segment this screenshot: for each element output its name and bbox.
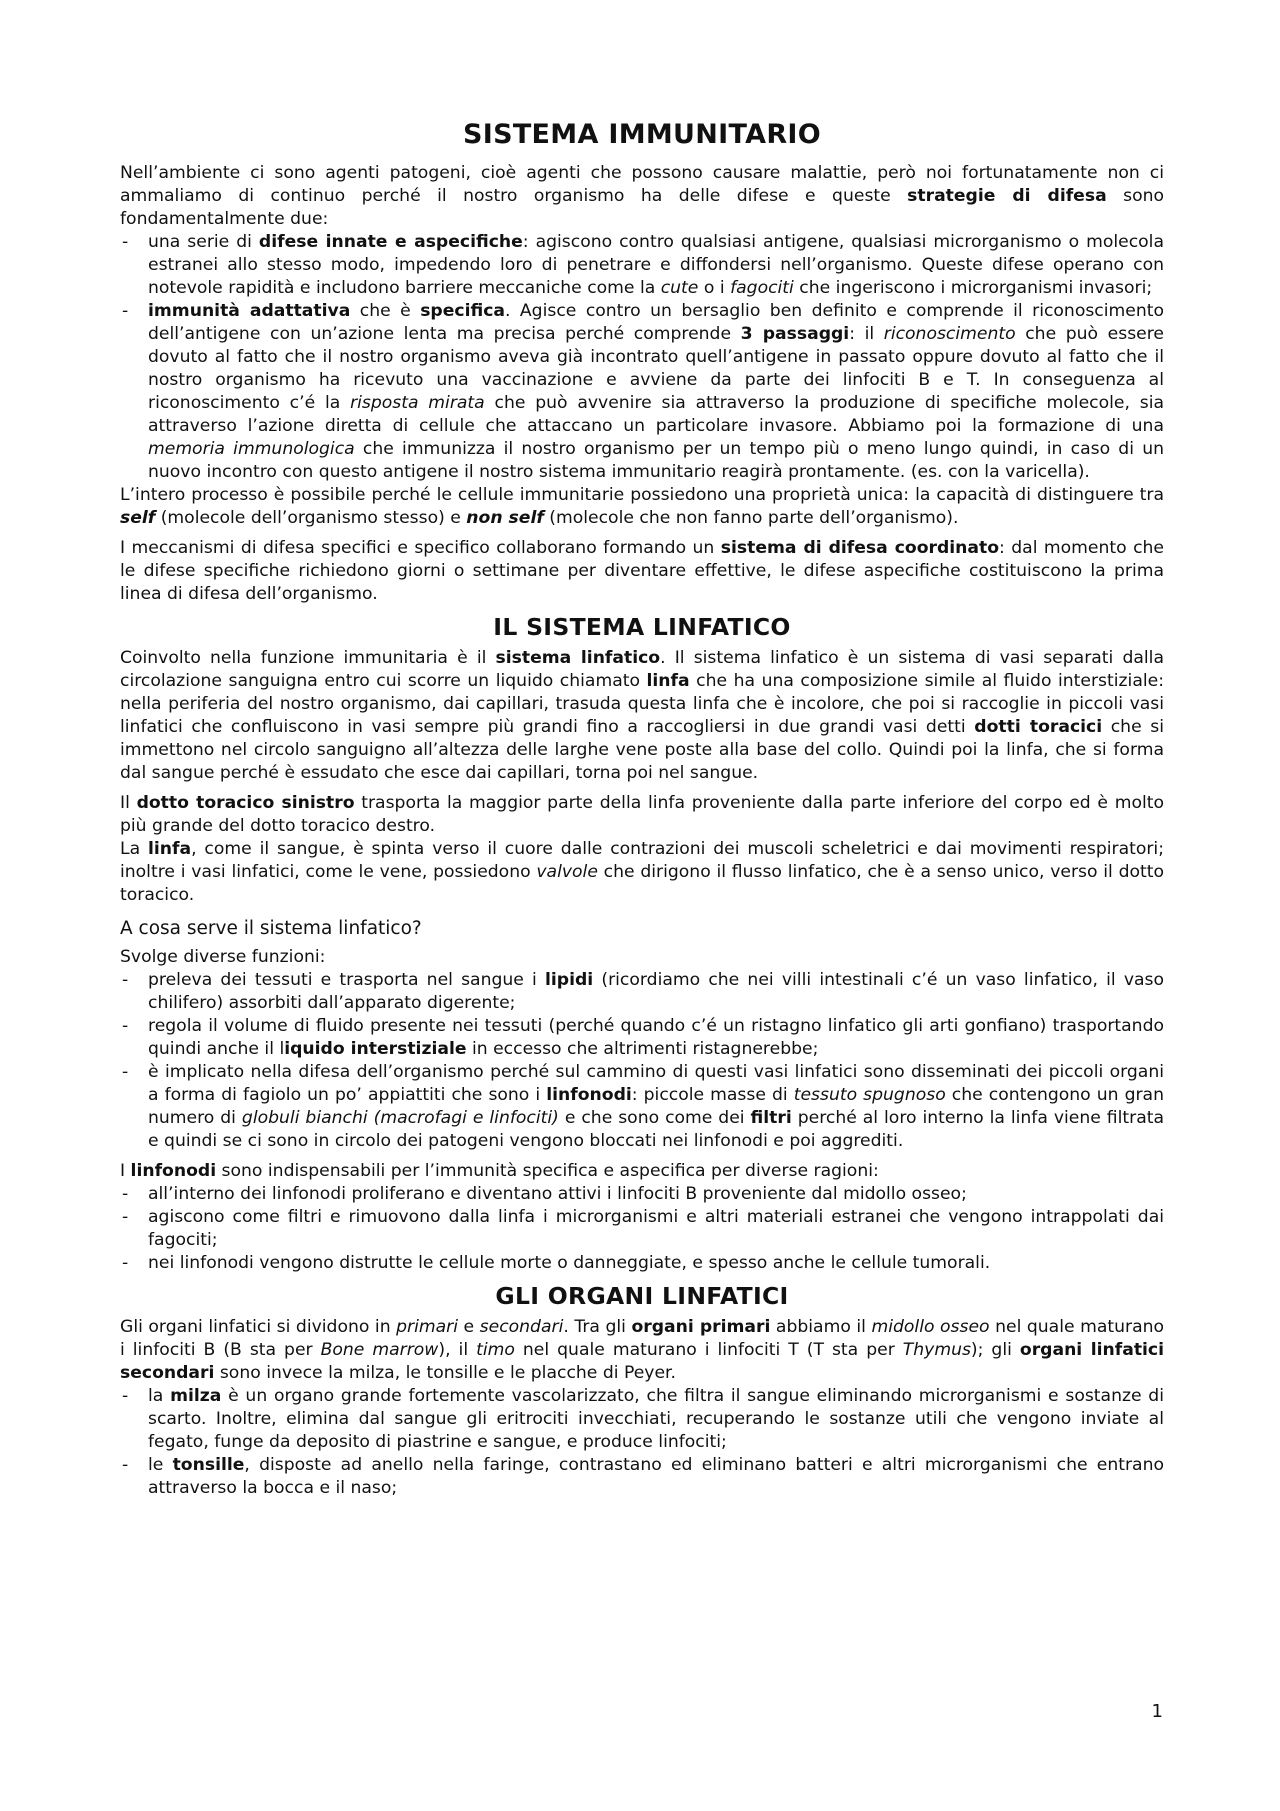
organi-list (120, 1385, 1164, 1500)
defense-strategies-list (120, 231, 1164, 484)
section-title-linfatico: IL SISTEMA LINFATICO (493, 613, 791, 641)
list-item: - immunità adattativa che è specifica. Agisce contro un bersaglio ben definito e comprende il riconoscimento dell’antigene con un’azione lenta ma precisa perché comprende 3 passaggi: il riconoscimento che può essere dovuto al fatto che il nostro organismo aveva già incontrato quell’antigene in passato oppure dovuto al fatto che il nostro organismo ha ricevuto una vaccinazione e avviene da parte dei linfociti B e T. In conseguenza al riconoscimento c’é la risposta mirata che può avvenire sia attraverso la produzione di specifiche molecole, sia attraverso l’azione diretta di cellule che attaccano un particolare invasore. Abbiamo poi la formazione di una memoria immunologica che immunizza il nostro organismo per un tempo più o meno lungo quindi, in caso di un nuovo incontro con questo antigene il nostro sistema immunitario reagirà prontamente. (es. con la varicella). (120, 300, 1164, 484)
intro-paragraph: Nell’ambiente ci sono agenti patogeni, cioè agenti che possono causare malattie, però noi fortunatamente non ci ammaliamo di continuo perché il nostro organismo ha delle difese e queste strategie di difesa sono fondamentalmente due: (120, 163, 1164, 229)
dotto-toracico-paragraph: Il dotto toracico sinistro trasporta la maggior parte della linfa proveniente dalla parte inferiore del corpo ed è molto più grande del dotto toracico destro. (120, 793, 1164, 836)
list-item: - una serie di difese innate e aspecifiche: agiscono contro qualsiasi antigene, qualsiasi microrganismo o molecola estranei allo stesso modo, impedendo loro di penetrare e diffondersi nell’organismo. Queste difese operano con notevole rapidità e includono barriere meccaniche come la cute o i fagociti che ingeriscono i microrganismi invasori; (120, 231, 1164, 300)
linfa-paragraph: La linfa, come il sangue, è spinta verso il cuore dalle contrazioni dei muscoli scheletrici e dai movimenti respiratori; inoltre i vasi linfatici, come le vene, possiedono valvole che dirigono il flusso linfatico, che è a senso unico, verso il dotto toracico. (120, 839, 1164, 905)
funzioni-list (120, 969, 1164, 1153)
list-item: - preleva dei tessuti e trasporta nel sangue i lipidi (ricordiamo che nei villi intestinali c’é un vaso linfatico, il vaso chilifero) assorbiti dall’apparato digerente; (120, 969, 1164, 1015)
list-item: - è implicato nella difesa dell’organismo perché sul cammino di questi vasi linfatici sono disseminati dei piccoli organi a forma di fagiolo un po’ appiattiti che sono i linfonodi: piccole masse di tessuto spugnoso che contengono un gran numero di globuli bianchi (macrofagi e linfociti) e che sono come dei filtri perché al loro interno la linfa viene filtrata e quindi se ci sono in circolo dei patogeni vengono bloccati nei linfonodi e poi aggrediti. (120, 1061, 1164, 1153)
linfonodi-paragraph: I linfonodi sono indispensabili per l’immunità specifica e aspecifica per diverse ragioni: (120, 1161, 879, 1181)
self-nonself-paragraph: L’intero processo è possibile perché le cellule immunitarie possiedono una proprietà unica: la capacità di distinguere tra self (molecole dell’organismo stesso) e non self (molecole che non fanno parte dell’organismo). (120, 485, 1164, 528)
funzioni-intro: Svolge diverse funzioni: (120, 947, 326, 967)
list-item: - regola il volume di fluido presente nei tessuti (perché quando c’é un ristagno linfatico gli arti gonfiano) trasportando quindi anche il liquido interstiziale in eccesso che altrimenti ristagnerebbe; (120, 1015, 1164, 1061)
page-number: 1 (1151, 1701, 1163, 1722)
list-item: - all’interno dei linfonodi proliferano e diventano attivi i linfociti B proveniente dal midollo osseo; (120, 1183, 1164, 1206)
coordinated-defense-paragraph: I meccanismi di difesa specifici e specifico collaborano formando un sistema di difesa coordinato: dal momento che le difese specifiche richiedono giorni o settimane per diventare effettive, le difese aspecifiche costituiscono la prima linea di difesa dell’organismo. (120, 538, 1165, 604)
page-title: SISTEMA IMMUNITARIO (462, 119, 822, 150)
list-item: - la milza è un organo grande fortemente vascolarizzato, che filtra il sangue eliminando microrganismi e sostanze di scarto. Inoltre, elimina dal sangue gli eritrociti invecchiati, recuperando le sostanze utili che vengono inviate al fegato, funge da deposito di piastrine e sangue, e produce linfociti; (120, 1385, 1164, 1454)
list-item: - nei linfonodi vengono distrutte le cellule morte o danneggiate, e spesso anche le cellule tumorali. (120, 1252, 1164, 1275)
linfonodi-list (120, 1183, 1164, 1275)
list-item: - le tonsille, disposte ad anello nella faringe, contrastano ed eliminano batteri e altri microrganismi che entrano attraverso la bocca e il naso; (120, 1454, 1164, 1500)
section-title-organi: GLI ORGANI LINFATICI (495, 1282, 789, 1310)
linfatico-paragraph: Coinvolto nella funzione immunitaria è il sistema linfatico. Il sistema linfatico è un sistema di vasi separati dalla circolazione sanguigna entro cui scorre un liquido chiamato linfa che ha una composizione simile al fluido interstiziale: nella periferia del nostro organismo, dai capillari, trasuda questa linfa che è incolore, che poi si raccoglie in piccoli vasi linfatici che confluiscono in vasi sempre più grandi fino a raccogliersi in due grandi vasi detti dotti toracici che si immettono nel circolo sanguigno all’altezza delle larghe vene poste alla base del collo. Quindi poi la linfa, che si forma dal sangue perché è essudato che esce dai capillari, torna poi nel sangue. (120, 648, 1164, 783)
organi-paragraph: Gli organi linfatici si dividono in primari e secondari. Tra gli organi primari abbiamo il midollo osseo nel quale maturano i linfociti B (B sta per Bone marrow), il timo nel quale maturano i linfociti T (T sta per Thymus); gli organi linfatici secondari sono invece la milza, le tonsille e le placche di Peyer. (120, 1317, 1165, 1383)
subtitle-funzioni: A cosa serve il sistema linfatico? (120, 918, 422, 939)
list-item: - agiscono come filtri e rimuovono dalla linfa i microrganismi e altri materiali estranei che vengono intrappolati dai fagociti; (120, 1206, 1164, 1252)
